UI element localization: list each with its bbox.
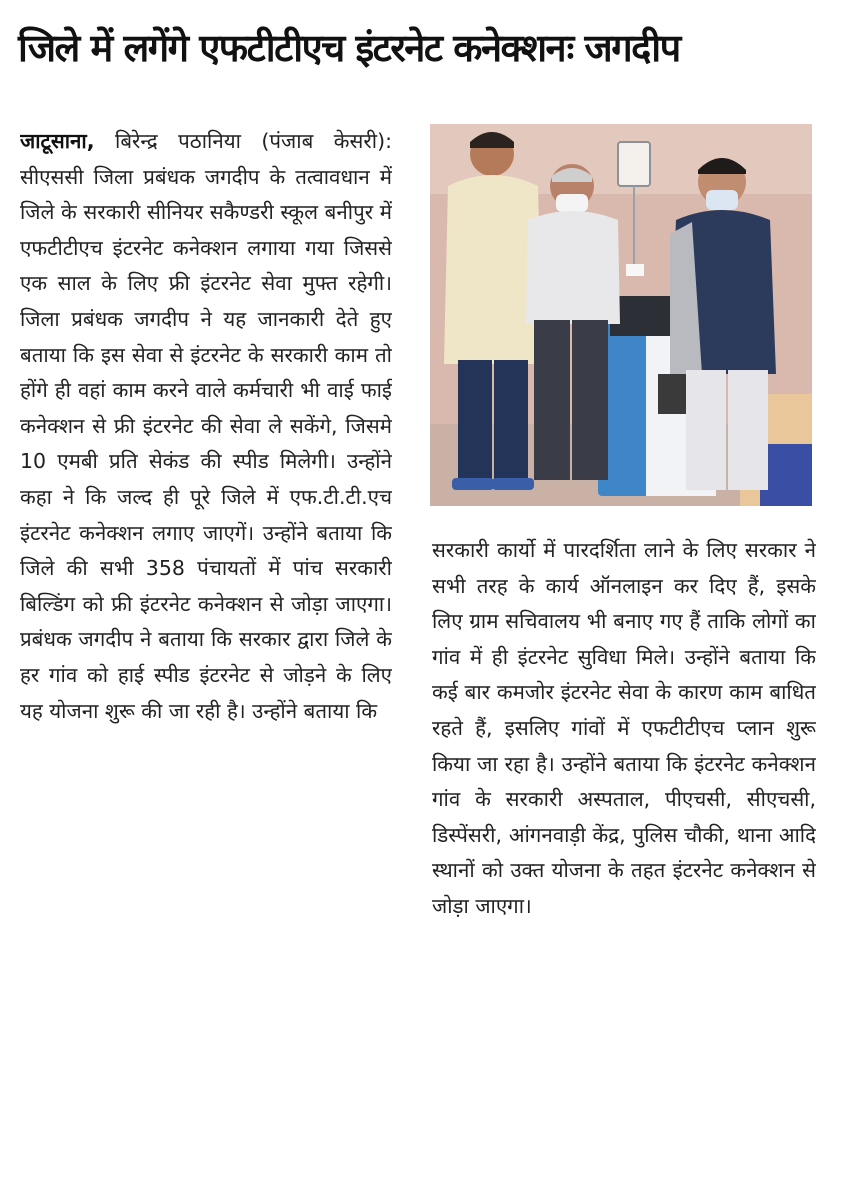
photo-illustration [430,124,812,506]
article-body-left: बिरेन्द्र पठानिया (पंजाब केसरी): सीएससी जिला प्रबंधक जगदीप के तत्वावधान में जिले के सरकारी सीनियर सकैण्डरी स्कूल बनीपुर में एफटीटीएच इंटरनेट कनेक्शन लगाया गया जिससे एक साल के लिए फ्री इंटरनेट सेवा मुफ्त रहेगी। जिला प्रबंधक जगदीप ने यह जानकारी देते हुए बताया कि इस सेवा से इंटरनेट के सरकारी काम तो होंगे ही वहां काम करने वाले कर्मचारी भी वाई फाई कनेक्शन से फ्री इंटरनेट की सेवा ले सकेंगे, जिसमे 10 एमबी प्रति सेकंड की स्पीड मिलेगी। उन्होंने कहा ने कि जल्द ही पूरे जिले में एफ.टी.टी.एच इंटरनेट कनेक्शन लगाए जाएगें। उन्होंने बताया कि जिले की सभी 358 पंचायतों में पांच सरकारी बिल्डिंग को फ्री इंटरनेट कनेक्शन से जोड़ा जाएगा। प्रबंधक जगदीप ने बताया कि सरकार द्वारा जिले के हर गांव को हाई स्पीड इंटरनेट से जोड़ने के लिए यह योजना शुरू की जा रही है। उन्होंने बताया कि [20,129,392,723]
headline: जिले में लगेंगे एफटीटीएच इंटरनेट कनेक्शनः जगदीप [18,26,680,70]
article-column-left [20,124,392,1184]
news-photo [430,124,812,506]
dateline: जाटूसाना, [20,129,95,153]
article-body-right: सरकारी कार्यो में पारदर्शिता लाने के लिए सरकार ने सभी तरह के कार्य ऑनलाइन कर दिए हैं, इसके लिए ग्राम सचिवालय भी बनाए गए हैं ताकि लोगों का गांव में ही इंटरनेट सुविधा मिले। उन्होंने बताया कि कई बार कमजोर इंटरनेट सेवा के कारण काम बाधित रहते हैं, इसलिए गांवों में एफटीटीएच प्लान शुरू किया जा रहा है। उन्होंने बताया कि इंटरनेट कनेक्शन गांव के सरकारी अस्पताल, पीएचसी, सीएचसी, डिस्पेंसरी, आंगनवाड़ी केंद्र, पुलिस चौकी, थाना आदि स्थानों को उक्त योजना के तहत इंटरनेट कनेक्शन से जोड़ा जाएगा। [432,538,816,918]
